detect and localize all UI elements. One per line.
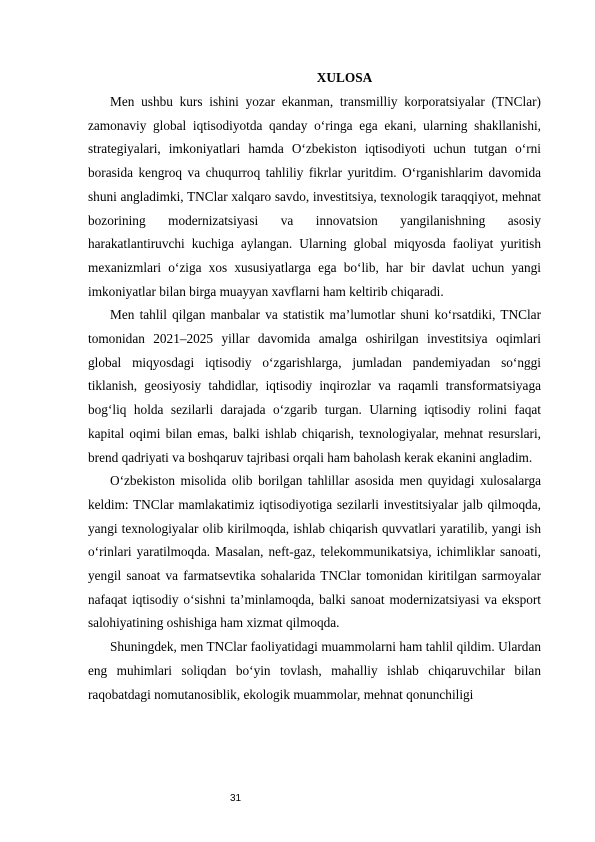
paragraph: O‘zbekiston misolida olib borilgan tahlillar asosida men quyidagi xulosalarga keldim: TNClar mamlakatimiz iqtisodiyotiga sezilarli investitsiyalar jalb qilmoqda, yangi texnologiyalar olib kirilmoqda, ishlab chiqarish quvvatlari yaratilib, yangi ish o‘rinlari yaratilmoqda. Masalan, neft-gaz, telekommunikatsiya, ichimliklar sanoati, yengil sanoat va farmatsevtika sohalarida TNClar tomonidan kiritilgan sarmoyalar nafaqat iqtisodiy o‘sishni ta’minlamoqda, balki sanoat modernizatsiyasi va eksport salohiyatining oshishiga ham xizmat qilmoqda. [88, 473, 541, 631]
paragraph: Men ushbu kurs ishini yozar ekanman, transmilliy korporatsiyalar (TNClar) zamonaviy global iqtisodiyotda qanday o‘ringa ega ekani, ularning shakllanishi, strategiyalari, imkoniyatlari hamda O‘zbekiston iqtisodiyoti uchun tutgan o‘rni borasida kengroq va chuqurroq tahliliy fikrlar yuritdim. O‘rganishlarim davomida shuni angladimki, TNClar xalqaro savdo, investitsiya, texnologik taraqqiyot, mehnat bozorining modernizatsiyasi va innovatsion yangilanishning asosiy harakatlantiruvchi kuchiga aylangan. Ularning global miqyosda faoliyat yuritish mexanizmlari o‘ziga xos xususiyatlarga ega bo‘lib, har bir davlat uchun yangi imkoniyatlar bilan birga muayyan xavflarni ham keltirib chiqaradi. [88, 94, 541, 299]
paragraph: Men tahlil qilgan manbalar va statistik ma’lumotlar shuni ko‘rsatdiki, TNClar tomonidan 2021–2025 yillar davomida amalga oshirilgan investitsiya oqimlari global miqyosdagi iqtisodiy o‘zgarishlarga, jumladan pandemiyadan so‘nggi tiklanish, geosiyosiy tahdidlar, iqtisodiy inqirozlar va raqamli transformatsiyaga bog‘liq holda sezilarli darajada o‘zgarib turgan. Ularning iqtisodiy rolini faqat kapital oqimi bilan emas, balki ishlab chiqarish, texnologiyalar, mehnat resurslari, brend qadriyati va boshqaruv tajribasi orqali ham baholash kerak ekanini angladim. [88, 307, 541, 465]
page-number: 31 [230, 793, 242, 804]
section-title: XULOSA [316, 70, 373, 85]
document-page [88, 66, 541, 706]
paragraph: Shuningdek, men TNClar faoliyatidagi muammolarni ham tahlil qildim. Ulardan eng muhimlari soliqdan bo‘yin tovlash, mahalliy ishlab chiqaruvchilar bilan raqobatdagi nomutanosiblik, ekologik muammolar, mehnat qonunchiligi [88, 639, 541, 702]
